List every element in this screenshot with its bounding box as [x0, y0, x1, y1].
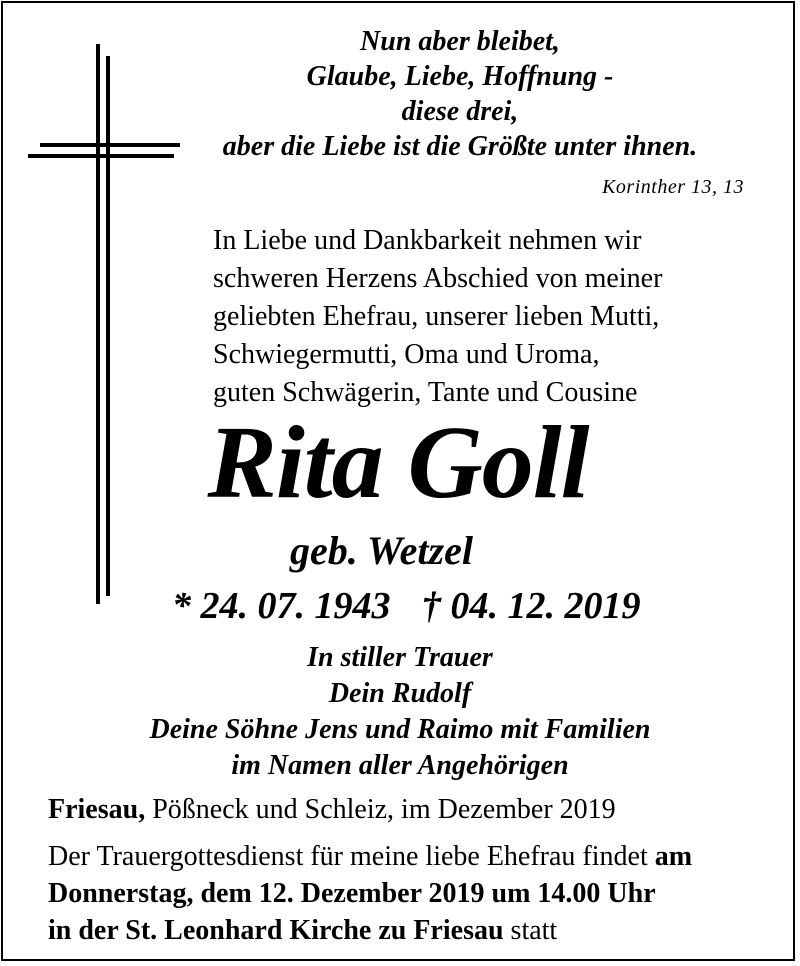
verse-line: diese drei,	[401, 96, 519, 127]
intro-line: schweren Herzens Abschied von meiner	[213, 263, 663, 294]
verse-line: Nun aber bleibet,	[360, 26, 560, 57]
place-name: Friesau,	[48, 794, 146, 825]
bible-verse	[160, 24, 760, 164]
maiden-name: geb. Wetzel	[290, 528, 473, 573]
service-info	[48, 838, 692, 949]
mourner-line: Deine Söhne Jens und Raimo mit Familien	[149, 714, 651, 745]
place-date-line	[48, 794, 616, 826]
mourner-line: Dein Rudolf	[328, 678, 472, 709]
verse-reference: Korinther 13, 13	[602, 176, 744, 198]
service-line-3: in der St. Leonhard Kirche zu Friesau statt	[48, 915, 558, 946]
place-date-rest: Pößneck und Schleiz, im Dezember 2019	[145, 794, 616, 825]
service-line-2: Donnerstag, dem 12. Dezember 2019 um 14.00 Uhr	[48, 878, 656, 909]
deceased-name: Rita Goll	[207, 405, 589, 520]
death-date: † 04. 12. 2019	[422, 585, 641, 627]
verse-line: Glaube, Liebe, Hoffnung -	[306, 61, 614, 92]
birth-date: * 24. 07. 1943	[172, 585, 391, 627]
mourners-block	[0, 640, 800, 784]
intro-line: geliebten Ehefrau, unserer lieben Mutti,	[213, 301, 660, 332]
service-line-1: Der Trauergottesdienst für meine liebe Ehefrau findet am	[48, 841, 693, 872]
verse-line: aber die Liebe ist die Größte unter ihnen.	[222, 131, 698, 162]
intro-line: Schwiegermutti, Oma und Uroma,	[213, 339, 600, 370]
mourner-line: In stiller Trauer	[307, 642, 493, 673]
intro-line: guten Schwägerin, Tante und Cousine	[213, 377, 638, 408]
intro-line: In Liebe und Dankbarkeit nehmen wir	[213, 225, 642, 256]
mourner-line: im Namen aller Angehörigen	[231, 750, 569, 781]
intro-text	[213, 222, 662, 412]
